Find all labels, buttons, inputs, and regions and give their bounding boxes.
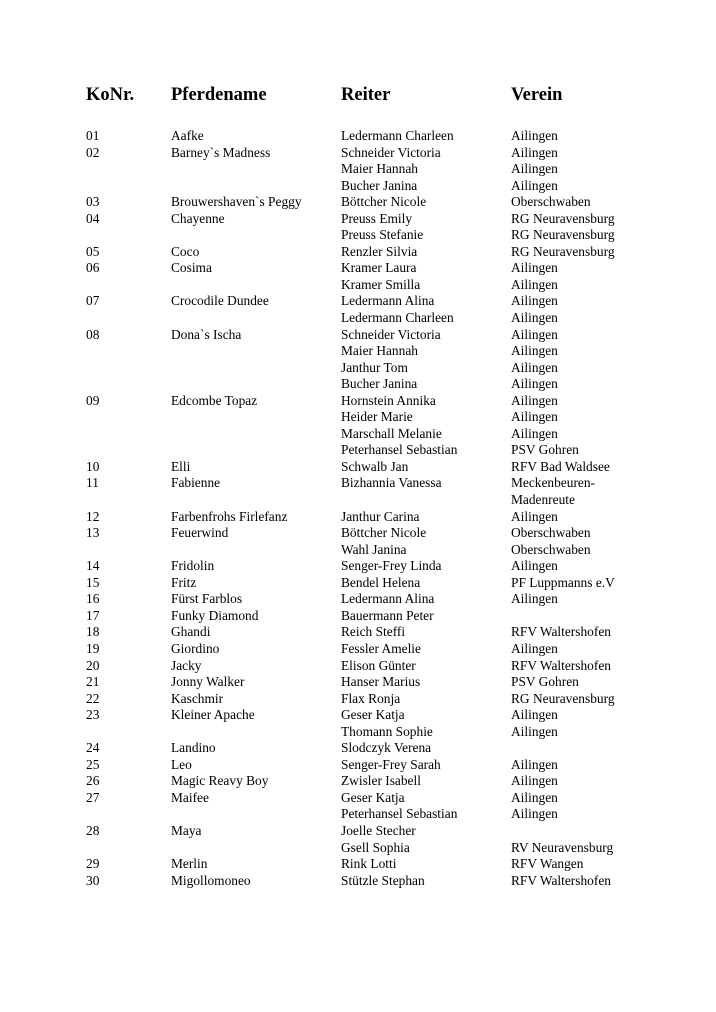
cell-verein: PF Luppmanns e.V — [511, 574, 615, 590]
cell-pferdename: Dona`s Ischa — [171, 326, 242, 342]
cell-konr: 09 — [86, 392, 100, 408]
cell-verein: Ailingen — [511, 508, 558, 524]
cell-reiter: Schwalb Jan — [341, 458, 409, 474]
cell-konr: 01 — [86, 128, 100, 143]
table-row — [0, 856, 716, 873]
table-row — [0, 442, 716, 459]
cell-reiter: Rink Lotti — [341, 856, 397, 872]
cell-reiter: Elison Günter — [341, 657, 416, 673]
cell-reiter: Bucher Janina — [341, 376, 418, 392]
cell-reiter: Maier Hannah — [341, 161, 418, 177]
cell-pferdename: Migollomoneo — [171, 872, 251, 888]
cell-konr: 08 — [86, 326, 100, 342]
cell-reiter: Ledermann Charleen — [341, 310, 454, 326]
cell-reiter: Preuss Stefanie — [341, 227, 424, 243]
table-header — [0, 85, 716, 111]
table-row — [0, 178, 716, 195]
cell-konr: 27 — [86, 789, 100, 805]
table-row — [0, 211, 716, 228]
table-row — [0, 575, 716, 592]
cell-konr: 21 — [86, 674, 100, 690]
table-row — [0, 128, 716, 145]
table-row — [0, 277, 716, 294]
cell-verein: Ailingen — [511, 343, 558, 359]
table-row — [0, 591, 716, 608]
table-row — [0, 475, 716, 492]
cell-konr: 07 — [86, 293, 100, 309]
cell-reiter: Geser Katja — [341, 789, 405, 805]
cell-reiter: Bauermann Peter — [341, 607, 434, 623]
cell-pferdename: Chayenne — [171, 210, 225, 226]
cell-verein: RG Neuravensburg — [511, 210, 615, 226]
cell-konr: 03 — [86, 194, 100, 210]
cell-konr: 19 — [86, 640, 100, 656]
table-row — [0, 806, 716, 823]
table-row — [0, 161, 716, 178]
cell-verein: Oberschwaben — [511, 541, 591, 557]
cell-konr: 13 — [86, 525, 100, 541]
cell-reiter: Wahl Janina — [341, 541, 407, 557]
cell-verein: Ailingen — [511, 310, 558, 326]
cell-reiter: Bendel Helena — [341, 574, 421, 590]
table-row — [0, 194, 716, 211]
table-row — [0, 509, 716, 526]
cell-verein: Ailingen — [511, 161, 558, 177]
cell-konr: 28 — [86, 822, 100, 838]
cell-verein: Ailingen — [511, 640, 558, 656]
cell-konr: 12 — [86, 508, 100, 524]
cell-verein: Oberschwaben — [511, 194, 591, 210]
cell-verein: PSV Gohren — [511, 674, 579, 690]
cell-konr: 16 — [86, 591, 100, 607]
table-row — [0, 691, 716, 708]
cell-reiter: Fessler Amelie — [341, 640, 421, 656]
table-row — [0, 327, 716, 344]
cell-reiter: Janthur Tom — [341, 359, 408, 375]
cell-verein: RFV Waltershofen — [511, 657, 611, 673]
cell-reiter: Schneider Victoria — [341, 144, 441, 160]
cell-pferdename: Jacky — [171, 657, 202, 673]
cell-verein: Ailingen — [511, 144, 558, 160]
cell-konr: 29 — [86, 856, 100, 872]
header-verein: Verein — [511, 85, 563, 105]
header-konr: KoNr. — [86, 85, 135, 105]
cell-konr: 25 — [86, 756, 100, 772]
table-row — [0, 393, 716, 410]
cell-pferdename: Aafke — [171, 128, 204, 143]
cell-reiter: Zwisler Isabell — [341, 773, 421, 789]
table-row — [0, 260, 716, 277]
table-row — [0, 823, 716, 840]
cell-konr: 10 — [86, 458, 100, 474]
cell-pferdename: Kleiner Apache — [171, 707, 255, 723]
table-row — [0, 757, 716, 774]
cell-verein: Ailingen — [511, 376, 558, 392]
cell-reiter: Joelle Stecher — [341, 822, 416, 838]
cell-verein: Ailingen — [511, 707, 558, 723]
cell-verein: RFV Waltershofen — [511, 872, 611, 888]
cell-reiter: Renzler Silvia — [341, 243, 418, 259]
cell-konr: 18 — [86, 624, 100, 640]
header-reiter: Reiter — [341, 85, 391, 105]
cell-konr: 11 — [86, 475, 99, 491]
cell-reiter: Ledermann Alina — [341, 293, 435, 309]
cell-pferdename: Fabienne — [171, 475, 221, 491]
table-row — [0, 641, 716, 658]
cell-verein: RFV Waltershofen — [511, 624, 611, 640]
table-row — [0, 360, 716, 377]
cell-verein: Ailingen — [511, 293, 558, 309]
cell-konr: 30 — [86, 872, 100, 888]
cell-reiter: Senger-Frey Sarah — [341, 756, 441, 772]
cell-verein: RG Neuravensburg — [511, 227, 615, 243]
cell-konr: 17 — [86, 607, 100, 623]
cell-pferdename: Edcombe Topaz — [171, 392, 258, 408]
cell-verein: Ailingen — [511, 756, 558, 772]
cell-pferdename: Fürst Farblos — [171, 591, 243, 607]
table-row — [0, 310, 716, 327]
cell-pferdename: Giordino — [171, 640, 220, 656]
cell-pferdename: Jonny Walker — [171, 674, 245, 690]
cell-verein: Ailingen — [511, 773, 558, 789]
cell-reiter: Preuss Emily — [341, 210, 413, 226]
cell-konr: 24 — [86, 740, 100, 756]
cell-pferdename: Coco — [171, 243, 200, 259]
cell-verein: Ailingen — [511, 177, 558, 193]
table-row — [0, 558, 716, 575]
cell-konr: 02 — [86, 144, 100, 160]
cell-reiter: Peterhansel Sebastian — [341, 806, 458, 822]
cell-pferdename: Kaschmir — [171, 690, 224, 706]
cell-pferdename: Fridolin — [171, 558, 215, 574]
cell-reiter: Reich Steffi — [341, 624, 406, 640]
cell-verein: RFV Bad Waldsee — [511, 458, 610, 474]
cell-reiter: Heider Marie — [341, 409, 413, 425]
table-row — [0, 409, 716, 426]
cell-konr: 05 — [86, 243, 100, 259]
cell-reiter: Bucher Janina — [341, 177, 418, 193]
cell-pferdename: Cosima — [171, 260, 212, 276]
table-row — [0, 674, 716, 691]
cell-reiter: Kramer Smilla — [341, 276, 421, 292]
cell-konr: 22 — [86, 690, 100, 706]
cell-pferdename: Leo — [171, 756, 192, 772]
cell-verein: Ailingen — [511, 806, 558, 822]
cell-pferdename: Elli — [171, 458, 191, 474]
cell-reiter: Kramer Laura — [341, 260, 417, 276]
table-row — [0, 343, 716, 360]
cell-pferdename: Farbenfrohs Firlefanz — [171, 508, 288, 524]
cell-pferdename: Barney`s Madness — [171, 144, 271, 160]
cell-verein: RG Neuravensburg — [511, 690, 615, 706]
table-row — [0, 724, 716, 741]
cell-reiter: Flax Ronja — [341, 690, 401, 706]
cell-konr: 04 — [86, 210, 100, 226]
cell-pferdename: Feuerwind — [171, 525, 229, 541]
cell-pferdename: Funky Diamond — [171, 607, 259, 623]
cell-reiter: Hornstein Annika — [341, 392, 436, 408]
cell-reiter: Ledermann Charleen — [341, 128, 454, 143]
table-row — [0, 773, 716, 790]
cell-verein: Ailingen — [511, 425, 558, 441]
cell-reiter: Janthur Carina — [341, 508, 420, 524]
table-row — [0, 492, 716, 509]
cell-reiter: Slodczyk Verena — [341, 740, 432, 756]
table-row — [0, 790, 716, 807]
cell-pferdename: Merlin — [171, 856, 208, 872]
cell-reiter: Senger-Frey Linda — [341, 558, 442, 574]
table-row — [0, 244, 716, 261]
cell-reiter: Böttcher Nicole — [341, 525, 427, 541]
cell-pferdename: Ghandi — [171, 624, 211, 640]
cell-verein: RFV Wangen — [511, 856, 584, 872]
table-row — [0, 707, 716, 724]
entry-list — [0, 128, 716, 889]
cell-konr: 14 — [86, 558, 100, 574]
cell-konr: 06 — [86, 260, 100, 276]
cell-reiter: Hanser Marius — [341, 674, 421, 690]
cell-verein: Ailingen — [511, 359, 558, 375]
table-row — [0, 542, 716, 559]
table-row — [0, 145, 716, 162]
table-row — [0, 227, 716, 244]
cell-pferdename: Crocodile Dundee — [171, 293, 269, 309]
cell-reiter: Maier Hannah — [341, 343, 418, 359]
cell-konr: 26 — [86, 773, 100, 789]
cell-verein: RG Neuravensburg — [511, 243, 615, 259]
cell-reiter: Stützle Stephan — [341, 872, 425, 888]
header-pferdename: Pferdename — [171, 85, 267, 105]
cell-verein: PSV Gohren — [511, 442, 579, 458]
table-row — [0, 624, 716, 641]
table-row — [0, 525, 716, 542]
cell-konr: 15 — [86, 574, 100, 590]
cell-verein: Ailingen — [511, 260, 558, 276]
table-row — [0, 740, 716, 757]
cell-konr: 20 — [86, 657, 100, 673]
table-row — [0, 840, 716, 857]
table-row — [0, 459, 716, 476]
cell-verein: Ailingen — [511, 558, 558, 574]
cell-pferdename: Magic Reavy Boy — [171, 773, 269, 789]
cell-verein: Ailingen — [511, 326, 558, 342]
cell-verein: Ailingen — [511, 392, 558, 408]
table-row — [0, 293, 716, 310]
cell-reiter: Peterhansel Sebastian — [341, 442, 458, 458]
table-row — [0, 426, 716, 443]
cell-verein: Meckenbeuren- — [511, 475, 596, 491]
cell-pferdename: Maya — [171, 822, 202, 838]
table-row — [0, 608, 716, 625]
cell-verein: Oberschwaben — [511, 525, 591, 541]
cell-reiter: Thomann Sophie — [341, 723, 433, 739]
cell-reiter: Bizhannia Vanessa — [341, 475, 442, 491]
cell-verein: Ailingen — [511, 276, 558, 292]
cell-reiter: Gsell Sophia — [341, 839, 410, 855]
cell-reiter: Ledermann Alina — [341, 591, 435, 607]
cell-pferdename: Brouwershaven`s Peggy — [171, 194, 302, 210]
cell-reiter: Böttcher Nicole — [341, 194, 427, 210]
cell-reiter: Marschall Melanie — [341, 425, 442, 441]
cell-pferdename: Maifee — [171, 789, 209, 805]
table-row — [0, 376, 716, 393]
cell-verein: Ailingen — [511, 409, 558, 425]
table-row — [0, 873, 716, 890]
cell-verein: Ailingen — [511, 591, 558, 607]
cell-verein: Madenreute — [511, 492, 575, 508]
cell-reiter: Geser Katja — [341, 707, 405, 723]
cell-pferdename: Landino — [171, 740, 216, 756]
cell-konr: 23 — [86, 707, 100, 723]
cell-pferdename: Fritz — [171, 574, 197, 590]
cell-verein: RV Neuravensburg — [511, 839, 614, 855]
cell-reiter: Schneider Victoria — [341, 326, 441, 342]
cell-verein: Ailingen — [511, 723, 558, 739]
table-row — [0, 658, 716, 675]
cell-verein: Ailingen — [511, 128, 558, 143]
cell-verein: Ailingen — [511, 789, 558, 805]
